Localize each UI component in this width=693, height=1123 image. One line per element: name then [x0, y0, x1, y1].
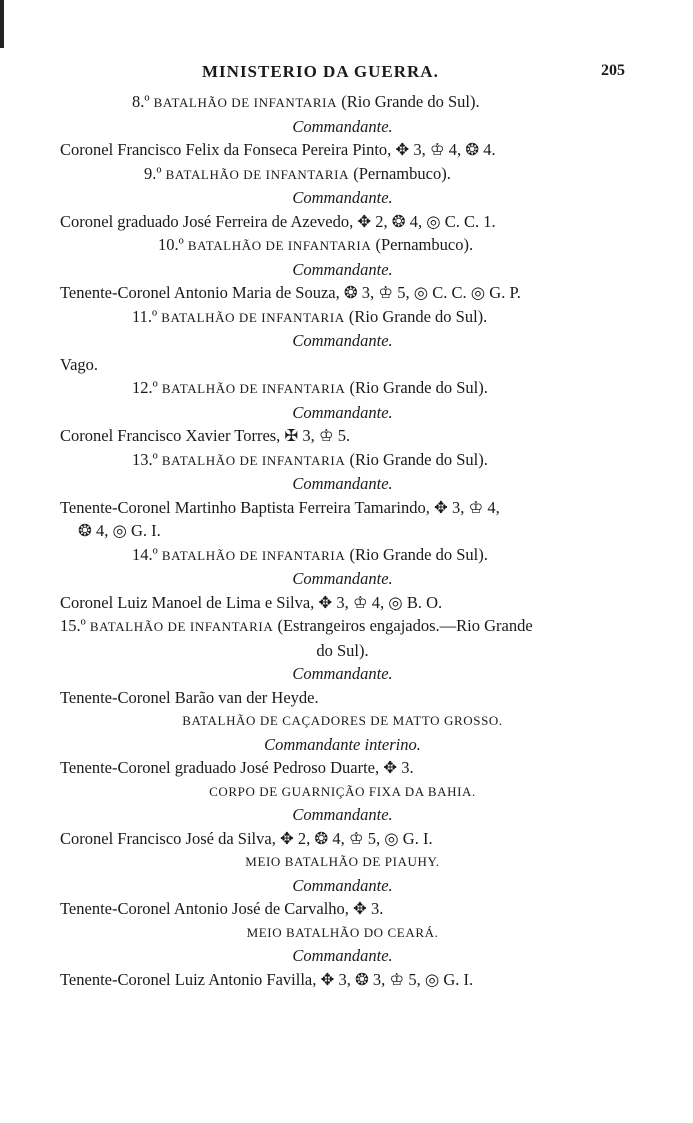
unit-heading: BATALHÃO DE CAÇADORES DE MATTO GROSSO.: [182, 713, 503, 728]
unit-heading: 9.º BATALHÃO DE INFANTARIA (Pernambuco).: [144, 163, 451, 183]
unit-commander: Coronel Francisco José da Silva, ✥ 2, ❂ 4, ♔ 5, ◎ G. I.: [60, 828, 433, 848]
unit-role: Commandante.: [292, 875, 393, 895]
unit-commander-continued: ❂ 4, ◎ G. I.: [78, 521, 161, 540]
unit-heading: MEIO BATALHÃO DE PIAUHY.: [245, 854, 440, 869]
unit-place-continued: do Sul).: [316, 640, 369, 660]
unit-heading: 14.º BATALHÃO DE INFANTARIA (Rio Grande do Sul).: [132, 544, 488, 564]
unit-commander: Tenente-Coronel Antonio Maria de Souza, ❂ 3, ♔ 5, ◎ C. C. ◎ G. P.: [60, 283, 521, 302]
unit-role: Commandante.: [292, 402, 393, 422]
unit-role: Commandante.: [292, 474, 393, 493]
unit-role: Commandante.: [292, 259, 393, 279]
unit-heading: 13.º BATALHÃO DE INFANTARIA (Rio Grande do Sul).: [132, 449, 488, 469]
unit-role: Commandante interino.: [264, 734, 421, 754]
unit-role: Commandante.: [292, 946, 393, 965]
unit-role: Commandante.: [292, 805, 393, 824]
unit-commander: Tenente-Coronel Martinho Baptista Ferreira Tamarindo, ✥ 3, ♔ 4,: [60, 497, 500, 517]
unit-commander: Coronel Francisco Felix da Fonseca Pereira Pinto, ✥ 3, ♔ 4, ❂ 4.: [60, 140, 496, 159]
unit-role: Commandante.: [292, 116, 393, 136]
unit-role: Commandante.: [292, 569, 393, 588]
unit-heading: 12.º BATALHÃO DE INFANTARIA (Rio Grande do Sul).: [132, 378, 488, 397]
unit-heading: 11.º BATALHÃO DE INFANTARIA (Rio Grande do Sul).: [132, 306, 488, 326]
page-number: 205: [601, 62, 625, 79]
running-head: [60, 62, 625, 90]
unit-heading: 10.º BATALHÃO DE INFANTARIA (Pernambuco).: [158, 235, 474, 254]
unit-role: Commandante.: [292, 331, 393, 350]
unit-heading: CORPO DE GUARNIÇÃO FIXA DA BAHIA.: [209, 783, 476, 799]
unit-commander: Vago.: [60, 354, 99, 374]
unit-role: Commandante.: [292, 664, 393, 683]
document-page: [60, 62, 625, 991]
page-title: MINISTERIO DA GUERRA.: [202, 62, 439, 81]
unit-commander: Coronel Francisco Xavier Torres, ✠ 3, ♔ 5.: [60, 426, 351, 445]
unit-commander: Tenente-Coronel Antonio José de Carvalho, ✥ 3.: [60, 899, 384, 918]
unit-heading: MEIO BATALHÃO DO CEARÁ.: [246, 924, 439, 940]
unit-commander: Coronel graduado José Ferreira de Azevedo, ✥ 2, ❂ 4, ◎ C. C. 1.: [60, 211, 496, 231]
unit-commander: Tenente-Coronel Luiz Antonio Favilla, ✥ 3, ❂ 3, ♔ 5, ◎ G. I.: [60, 969, 474, 989]
unit-commander: Tenente-Coronel Barão van der Heyde.: [60, 687, 319, 707]
unit-commander: Coronel Luiz Manoel de Lima e Silva, ✥ 3, ♔ 4, ◎ B. O.: [60, 592, 443, 612]
unit-commander: Tenente-Coronel graduado José Pedroso Duarte, ✥ 3.: [60, 758, 414, 777]
unit-heading: 15.º BATALHÃO DE INFANTARIA (Estrangeiros engajados.—Rio Grande: [60, 616, 533, 635]
page-edge-mark: [0, 0, 4, 48]
unit-heading: 8.º BATALHÃO DE INFANTARIA (Rio Grande do Sul).: [132, 92, 480, 111]
unit-role: Commandante.: [292, 188, 393, 207]
